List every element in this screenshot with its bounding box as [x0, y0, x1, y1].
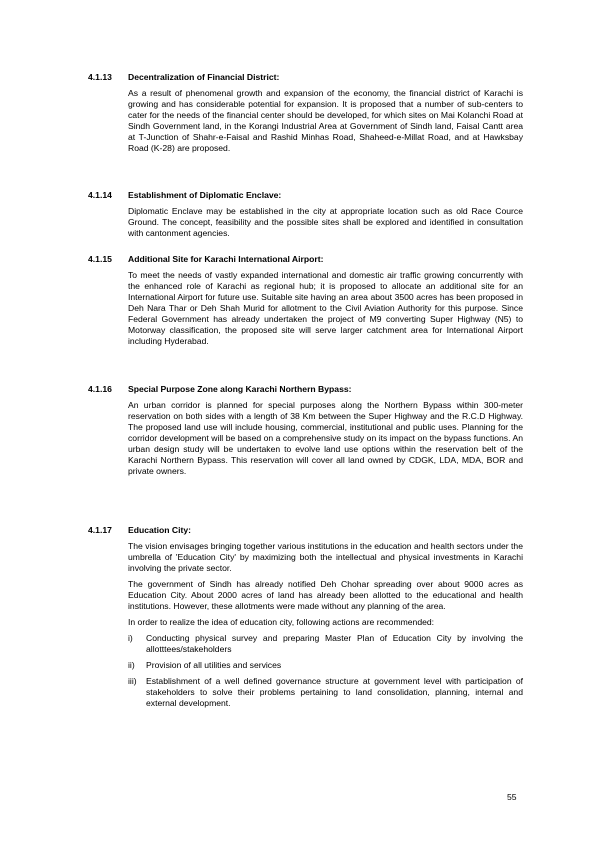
section-4-1-13: [88, 72, 523, 154]
section-4-1-14: [88, 190, 523, 239]
section-number: 4.1.17: [88, 525, 112, 535]
list-item: [128, 633, 523, 655]
section-heading: [88, 190, 523, 201]
section-number: 4.1.13: [88, 72, 112, 82]
paragraph: The government of Sindh has already notified Deh Chohar spreading over about 9000 acres as Education City. About 2000 acres of land has already been allotted to the educational and health institutions. However, these allotments were made without any planning of the area.: [128, 579, 523, 611]
list-item-text: Conducting physical survey and preparing Master Plan of Education City by involving the allotttees/stakeholders: [146, 633, 523, 654]
section-title: Decentralization of Financial District:: [128, 72, 280, 82]
list-item-text: Provision of all utilities and services: [146, 660, 282, 670]
section-heading: [88, 384, 523, 395]
section-body: [128, 541, 523, 709]
paragraph: In order to realize the idea of education city, following actions are recommended:: [128, 617, 435, 627]
section-body: [128, 400, 523, 477]
section-title: Education City:: [128, 525, 192, 535]
paragraph: To meet the needs of vastly expanded international and domestic air traffic growing concurrently with the enhanced role of Karachi as regional hub; it is proposed to allocate an additional site for an International Airport for future use. Suitable site having an area about 3500 acres has been proposed in Deh Nara Thar or Deh Shah Murid for allotment to the Civil Aviation Authority for this purpose. Since Federal Government has already undertaken the project of M9 converting Super Highway (N5) to Motorway classification, the proposed site will serve larger catchment area for International Airport including Hyderabad.: [128, 270, 523, 346]
section-number: 4.1.16: [88, 384, 112, 394]
section-heading: [88, 525, 523, 536]
section-body: [128, 270, 523, 347]
paragraph: As a result of phenomenal growth and expansion of the economy, the financial district of Karachi is growing and has considerable potential for expansion. It is proposed that a number of sub-centers to cater for the needs of the financial center should be developed, for which sites on Mai Kolanchi Road at Sindh Government land, in the Korangi Industrial Area at Government of Sindh land, Faisal Cantt area at T-Junction of Shahr-e-Faisal and Rashid Minhas Road, Shaheed-e-Millat Road, and at Hawksbay Road (K-28) are proposed.: [128, 88, 523, 153]
list-marker: ii): [128, 660, 135, 670]
list-marker: iii): [128, 676, 137, 686]
section-4-1-15: [88, 254, 523, 347]
section-body: [128, 88, 523, 154]
section-4-1-17: [88, 525, 523, 714]
section-title: Special Purpose Zone along Karachi Northern Bypass:: [128, 384, 352, 394]
paragraph: An urban corridor is planned for special purposes along the Northern Bypass within 300-meter reservation on both sides with a length of 38 Km between the Super Highway and the R.C.D Highway. The proposed land use will include housing, commercial, institutional and public uses. Planning for the corridor development will be based on a comprehensive study on its impact on the bypass functions. An urban design study will be undertaken to evolve land use options within the reservation belt of the Karachi Northern Bypass. This reservation will cover all land owned by CDGK, LDA, MDA, BOR and private owners.: [128, 400, 523, 476]
list-item: [128, 660, 523, 671]
page-number: 55: [507, 792, 517, 802]
paragraph: The vision envisages bringing together various institutions in the education and health sectors under the umbrella of 'Education City' by maximizing both the intellectual and physical investments in Karachi involving the private sector.: [128, 541, 523, 573]
section-title: Establishment of Diplomatic Enclave:: [128, 190, 282, 200]
section-number: 4.1.14: [88, 190, 112, 200]
list-marker: i): [128, 633, 133, 643]
section-body: [128, 206, 523, 239]
section-number: 4.1.15: [88, 254, 112, 264]
recommended-actions-list: [128, 633, 523, 709]
section-heading: [88, 72, 523, 83]
section-4-1-16: [88, 384, 523, 477]
section-title: Additional Site for Karachi International Airport:: [128, 254, 324, 264]
list-item: [128, 676, 523, 709]
paragraph: Diplomatic Enclave may be established in the city at appropriate location such as old Race Cource Ground. The concept, feasibility and the possible sites shall be explored and identified in consultation with cantonment agencies.: [128, 206, 523, 238]
list-item-text: Establishment of a well defined governance structure at government level with participation of stakeholders to solve their problems pertaining to land consolidation, planning, internal and external development.: [146, 676, 523, 708]
section-heading: [88, 254, 523, 265]
